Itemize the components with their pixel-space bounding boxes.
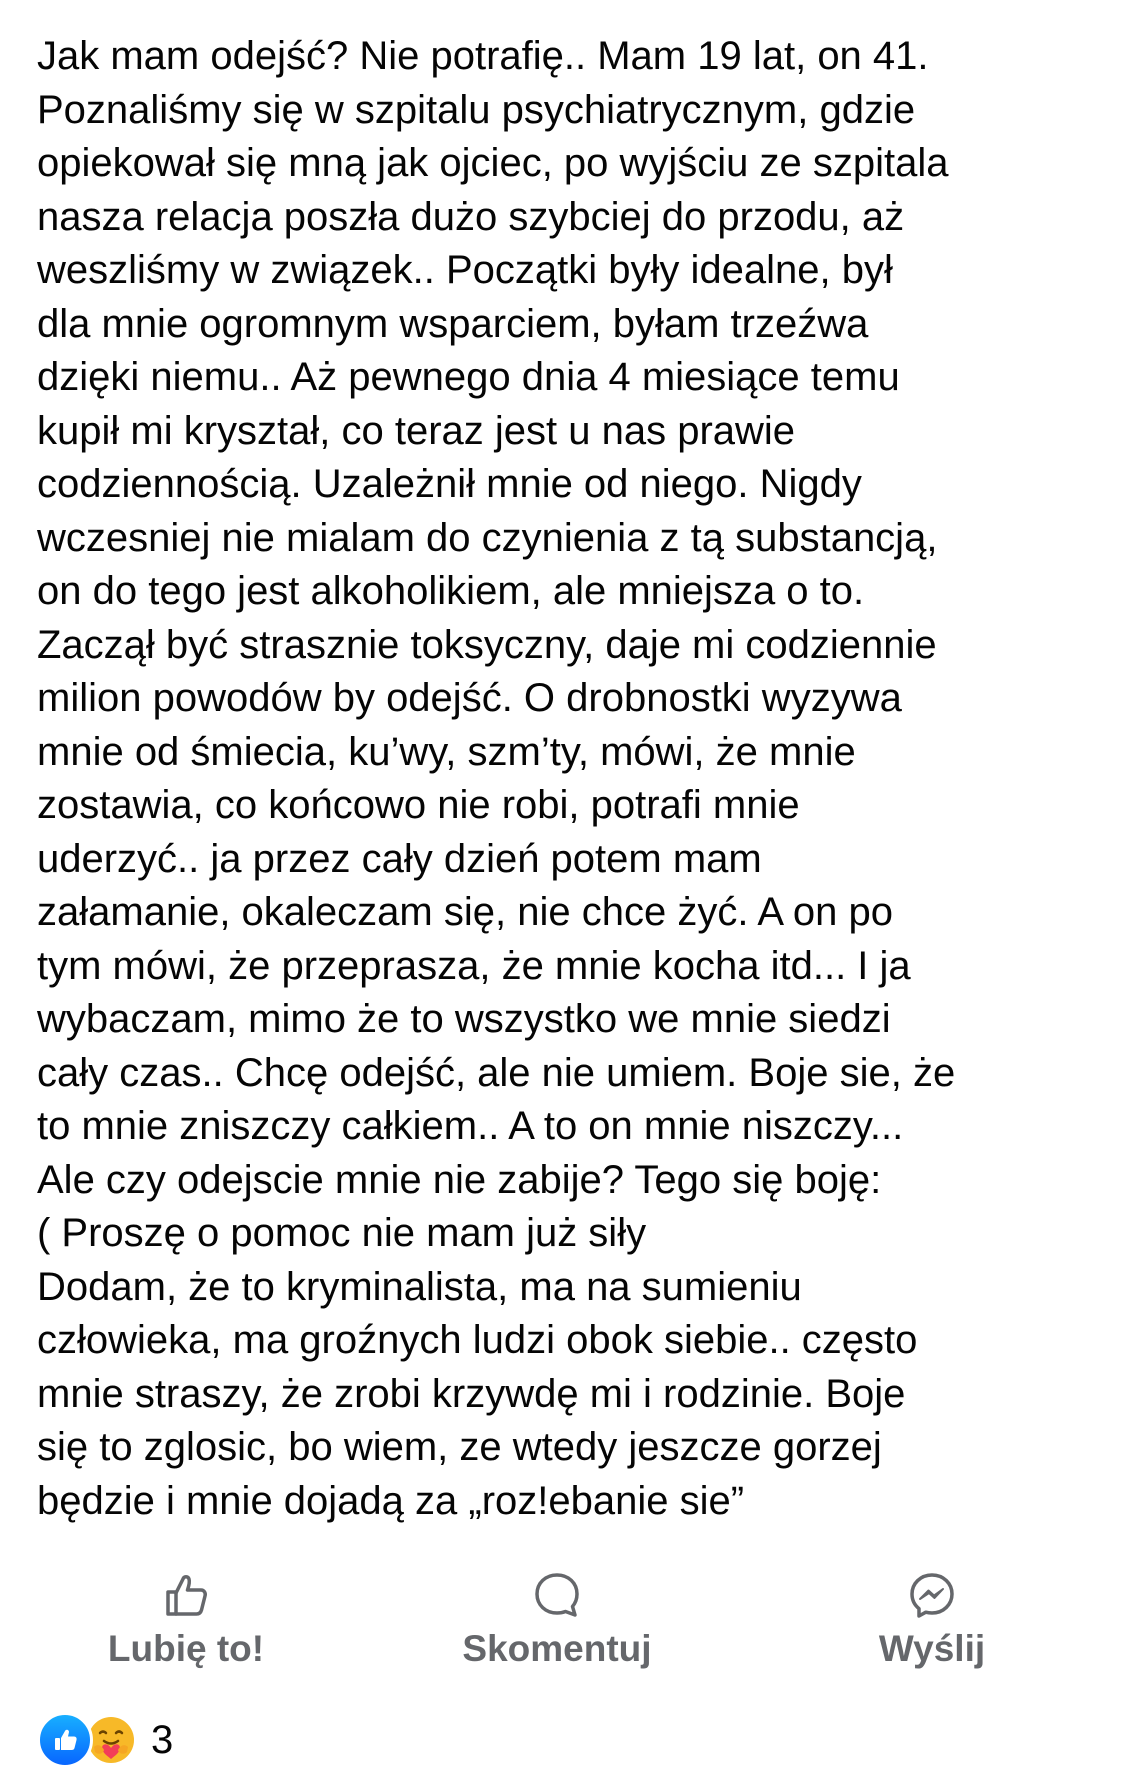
post-line: milion powodów by odejść. O drobnostki wyzywa bbox=[37, 676, 902, 720]
send-button[interactable] bbox=[802, 1570, 1062, 1680]
post-line: to mnie zniszczy całkiem.. A to on mnie niszczy... bbox=[37, 1104, 904, 1148]
post-line: uderzyć.. ja przez cały dzień potem mam bbox=[37, 836, 762, 881]
post-line: będzie i mnie dojadą za „roz!ebanie sie” bbox=[37, 1478, 745, 1523]
post-line: opiekował się mną jak ojciec, po wyjściu ze szpitala bbox=[37, 141, 949, 185]
comment-bubble-icon bbox=[532, 1570, 582, 1620]
post-line: dla mnie ogromnym wsparciem, byłam trzeźwa bbox=[37, 301, 869, 346]
post-line: człowieka, ma groźnych ludzi obok siebie.. często bbox=[37, 1318, 918, 1362]
post-line: Poznaliśmy się w szpitalu psychiatrycznym, gdzie bbox=[37, 87, 916, 132]
post-line: mnie straszy, że zrobi krzywdę mi i rodzinie. Boje bbox=[37, 1371, 906, 1416]
post-line: załamanie, okaleczam się, nie chce żyć. A on po bbox=[37, 890, 894, 934]
thumbs-up-icon bbox=[161, 1570, 211, 1620]
post-line: codziennością. Uzależnił mnie od niego. Nigdy bbox=[37, 462, 862, 506]
comment-label: Skomentuj bbox=[462, 1628, 652, 1669]
post-line: ( Proszę o pomoc nie mam już siły bbox=[37, 1211, 647, 1255]
post-line: cały czas.. Chcę odejść, ale nie umiem. Boje sie, że bbox=[37, 1050, 956, 1095]
like-button[interactable] bbox=[56, 1570, 316, 1680]
send-label: Wyślij bbox=[878, 1628, 986, 1669]
post-line: Dodam, że to kryminalista, ma na sumieniu bbox=[37, 1264, 802, 1309]
post-line: kupił mi kryształ, co teraz jest u nas prawie bbox=[37, 408, 796, 453]
post-action-bar bbox=[0, 1570, 1125, 1680]
like-label: Lubię to! bbox=[107, 1628, 265, 1669]
post-line: on do tego jest alkoholikiem, ale mniejsza o to. bbox=[37, 569, 865, 613]
post-line: zostawia, co końcowo nie robi, potrafi mnie bbox=[37, 783, 800, 827]
thumbs-up-icon bbox=[51, 1726, 79, 1754]
reaction-count: 3 bbox=[151, 1717, 174, 1762]
post-line: wybaczam, mimo że to wszystko we mnie siedzi bbox=[37, 997, 891, 1041]
reactions-summary[interactable] bbox=[37, 1712, 173, 1768]
post-line: nasza relacja poszła dużo szybciej do przodu, aż bbox=[37, 194, 905, 239]
post-line: dzięki niemu.. Aż pewnego dnia 4 miesiące temu bbox=[37, 355, 900, 399]
post-line: Ale czy odejscie mnie nie zabije? Tego się boję: bbox=[37, 1157, 882, 1202]
post-line: Jak mam odejść? Nie potrafię.. Mam 19 lat, on 41. bbox=[37, 34, 929, 78]
post-line: weszliśmy w związek.. Początki były idealne, był bbox=[37, 248, 893, 292]
post-line: wczesniej nie mialam do czynienia z tą substancją, bbox=[37, 515, 938, 560]
post-line: mnie od śmiecia, ku’wy, szm’ty, mówi, że mnie bbox=[37, 729, 856, 774]
hugging-face-icon bbox=[86, 1715, 136, 1765]
post-line: tym mówi, że przeprasza, że mnie kocha itd... I ja bbox=[37, 943, 911, 988]
post-body bbox=[37, 30, 1097, 1528]
like-reaction-icon bbox=[37, 1712, 93, 1768]
post-line: Zaczął być strasznie toksyczny, daje mi codziennie bbox=[37, 622, 937, 667]
messenger-icon bbox=[907, 1570, 957, 1620]
comment-button[interactable] bbox=[427, 1570, 687, 1680]
post-line: się to zglosic, bo wiem, ze wtedy jeszcze gorzej bbox=[37, 1425, 882, 1469]
